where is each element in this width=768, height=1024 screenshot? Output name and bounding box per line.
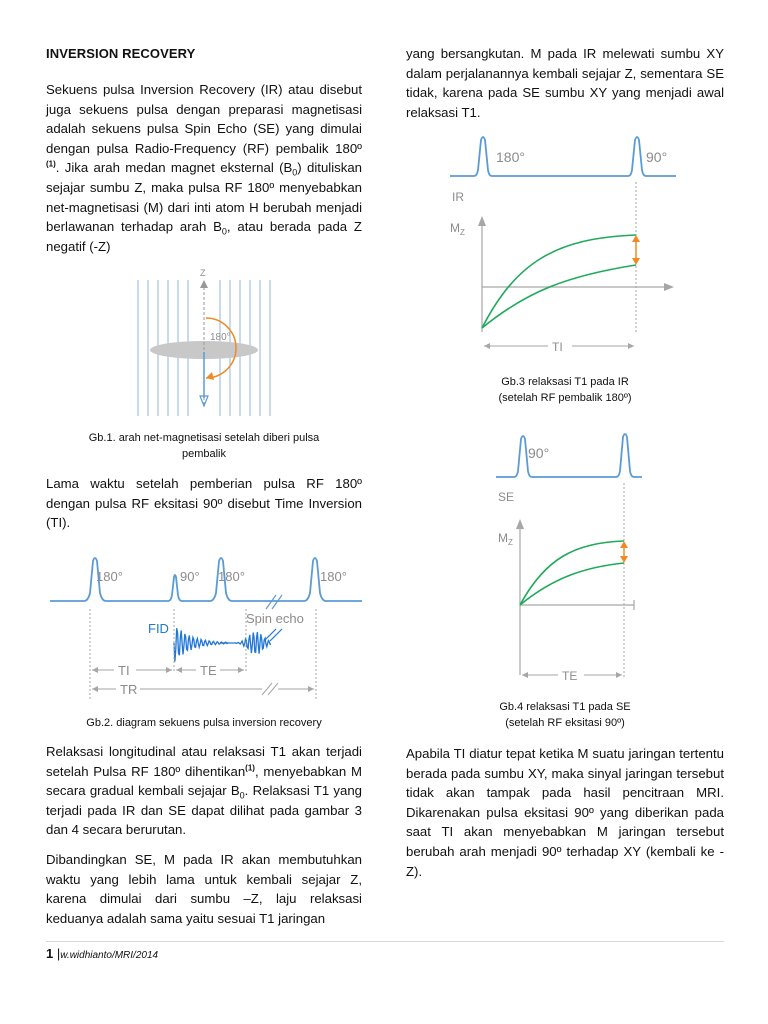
te-label: TE (200, 663, 217, 678)
paragraph-continued: yang bersangkutan. M pada IR melewati sumbu XY dalam perjalanannya kembali sejajar Z, sementara SE tidak, karena pada SE sumbu XY yang menjadi awal relaksasi T1. (406, 46, 724, 120)
pulse-label-180-1: 180° (96, 569, 123, 584)
section-heading: INVERSION RECOVERY (46, 46, 196, 61)
ti-label: TI (552, 340, 563, 354)
pulse-label-180: 180° (496, 149, 525, 165)
mz-label: $M_Z$ (498, 531, 513, 547)
paragraph-ir-vs-se: Dibandingkan SE, M pada IR akan membutuhkan waktu yang lebih lama untuk kembali sejajar Z, karena dimulai dari sumbu –Z, laju relaksasi keduanya adalah sama yaitu sesuai T1 jaringan (46, 852, 362, 926)
paragraph-t1-relaxation: Relaksasi longitudinal atau relaksasi T1 akan terjadi setelah Pulsa RF 180º dihentikan$^{(1)}$, menyebabkan M secara gradual kembali sejajar $B_0$. Relaksasi T1 yang terjadi pada IR dan SE dapat dilihat pada gambar 3 dan 4 secara berurutan. (46, 744, 362, 838)
pulse-label-180-3: 180° (320, 569, 347, 584)
te-label: TE (562, 669, 578, 683)
footer-separator: | (56, 946, 61, 961)
sequence-label-ir: IR (452, 190, 464, 204)
z-axis-label: Z (200, 268, 206, 278)
figure-1-caption: Gb.1. arah net-magnetisasi setelah diberi pulsa pembalik (88, 432, 320, 460)
sequence-label-se: SE (498, 490, 515, 504)
footer-divider (46, 941, 724, 942)
figure-4-se-relaxation (494, 427, 644, 685)
pulse-label-90: 90° (528, 445, 550, 461)
paragraph-ti-nulling: Apabila TI diatur tepat ketika M suatu jaringan tertentu berada pada sumbu XY, maka sinyal jaringan tersebut tidak akan tampak pada hasil pencitraan MRI. Dikarenakan pulsa eksitasi 90º yang diberikan pada saat TI akan menyebabkan M jaringan tersebut berubah arah menjadi 90º terhadap XY (kembali ke -Z). (406, 746, 724, 879)
figure-3-ir-relaxation (446, 132, 682, 354)
page-number: 1 (46, 946, 54, 961)
tr-label: TR (120, 682, 138, 697)
paragraph-ti-definition: Lama waktu setelah pemberian pulsa RF 180º dengan pulsa RF eksitasi 90º disebut Time Inversion (TI). (46, 476, 362, 531)
figure-2-caption: Gb.2. diagram sekuens pulsa inversion recovery (86, 717, 322, 729)
figure-2-pulse-sequence (50, 553, 362, 701)
page-footer (46, 946, 158, 961)
ti-label: TI (118, 663, 130, 678)
footer-source: w.widhianto/MRI/2014 (60, 950, 159, 961)
pulse-label-90: 90° (646, 149, 668, 165)
spin-echo-label: Spin echo (246, 611, 304, 626)
figure-4-caption: Gb.4 relaksasi T1 pada SE (setelah RF eksitasi 90º) (499, 701, 631, 729)
paragraph-intro: Sekuens pulsa Inversion Recovery (IR) atau disebut juga sekuens pulsa dengan preparasi magnetisasi adalah sekuens pulsa Spin Echo (SE) yang dimulai dengan pulsa Radio-Frequency (RF) pembalik 180º $^{(1)}$. Jika arah medan magnet eksternal $(B_0)$ dituliskan sejajar sumbu Z, maka pulsa RF 180º menyebabkan net-magnetisasi (M) dari inti atom H berubah menjadi berlawanan terhadap arah $B_0$, atau berada pada Z negatif (-Z) (46, 82, 362, 254)
pulse-label-180-2: 180° (218, 569, 245, 584)
angle-label: 180° (210, 332, 231, 343)
pulse-label-90: 90° (180, 569, 200, 584)
figure-1-magnetization (130, 268, 280, 418)
fid-label: FID (148, 621, 169, 636)
figure-3-caption: Gb.3 relaksasi T1 pada IR (setelah RF pembalik 180º) (498, 376, 632, 404)
mz-label: $M_Z$ (450, 221, 465, 237)
